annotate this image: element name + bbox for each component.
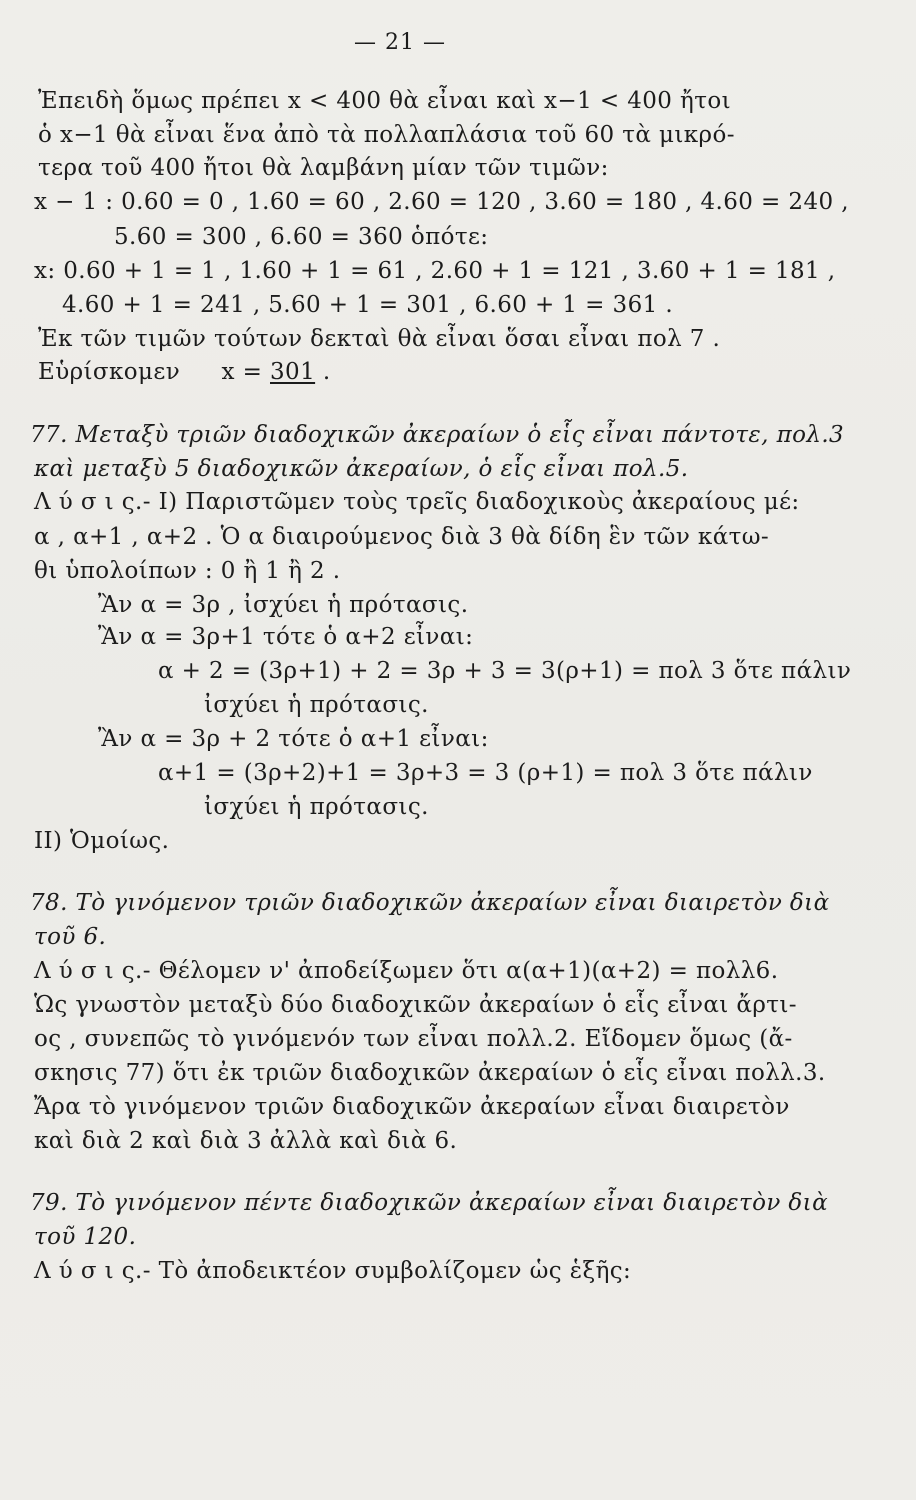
solution-line bbox=[34, 487, 800, 517]
page-number: — 21 — bbox=[354, 30, 446, 55]
equation-line: α+1 = (3ρ+2)+1 = 3ρ+3 = 3 (ρ+1) = πολ 3 ὅτε πάλιν bbox=[158, 760, 813, 786]
problem-78-statement bbox=[30, 888, 830, 918]
solution-text: Θέλομεν ν' ἀποδείξωμεν ὅτι α(α+1)(α+2) = πολλ6. bbox=[158, 958, 779, 984]
text-line: Ὡς γνωστὸν μεταξὺ δύο διαδοχικῶν ἀκεραίων ὁ εἷς εἶναι ἄρτι- bbox=[34, 992, 797, 1018]
result-label: Εὑρίσκομεν bbox=[38, 359, 181, 385]
case-line: Ἂν α = 3ρ , ἰσχύει ἡ πρότασις. bbox=[98, 592, 469, 618]
result-line bbox=[38, 357, 331, 387]
solution-label: Λ ύ σ ι ς.- bbox=[34, 958, 151, 984]
problem-statement-text: τοῦ 6. bbox=[34, 924, 107, 950]
problem-number: 79. bbox=[30, 1190, 68, 1216]
solution-line bbox=[34, 956, 778, 986]
text-line: τερα τοῦ 400 ἤτοι θὰ λαμβάνη μίαν τῶν τιμῶν: bbox=[38, 155, 609, 181]
equation-line: 5.60 = 300 , 6.60 = 360 ὁπότε: bbox=[114, 224, 489, 250]
solution-label: Λ ύ σ ι ς.- bbox=[34, 1258, 151, 1284]
text-line: ὁ x−1 θὰ εἶναι ἕνα ἀπὸ τὰ πολλαπλάσια τοῦ 60 τὰ μικρό- bbox=[38, 122, 735, 148]
solution-text: I) Παριστῶμεν τοὺς τρεῖς διαδοχικοὺς ἀκεραίους μέ: bbox=[158, 489, 800, 515]
result-prefix: x = bbox=[221, 359, 270, 385]
problem-statement-text: τοῦ 120. bbox=[34, 1224, 137, 1250]
case-line: Ἂν α = 3ρ+1 τότε ὁ α+2 εἶναι: bbox=[98, 624, 474, 650]
problem-statement-text: Τὸ γινόμενον πέντε διαδοχικῶν ἀκεραίων εἶναι διαιρετὸν διὰ bbox=[75, 1190, 829, 1216]
text-line: ἰσχύει ἡ πρότασις. bbox=[204, 794, 429, 820]
equation-line: α + 2 = (3ρ+1) + 2 = 3ρ + 3 = 3(ρ+1) = πολ 3 ὅτε πάλιν bbox=[158, 658, 852, 684]
text-line: ἰσχύει ἡ πρότασις. bbox=[204, 692, 429, 718]
case-line: Ἂν α = 3ρ + 2 τότε ὁ α+1 εἶναι: bbox=[98, 726, 489, 752]
problem-77-statement bbox=[30, 420, 844, 450]
problem-number: 77. bbox=[30, 422, 68, 448]
text-line: θι ὑπολοίπων : 0 ἢ 1 ἢ 2 . bbox=[34, 558, 341, 584]
text-line: καὶ διὰ 2 καὶ διὰ 3 ἀλλὰ καὶ διὰ 6. bbox=[34, 1128, 458, 1154]
text-line: α , α+1 , α+2 . Ὁ α διαιρούμενος διὰ 3 θὰ δίδη ἓν τῶν κάτω- bbox=[34, 524, 770, 550]
solution-text: Τὸ ἀποδεικτέον συμβολίζομεν ὡς ἑξῆς: bbox=[158, 1258, 632, 1284]
result-suffix: . bbox=[315, 359, 331, 385]
text-line: Ἄρα τὸ γινόμενον τριῶν διαδοχικῶν ἀκεραίων εἶναι διαιρετὸν bbox=[34, 1094, 790, 1120]
problem-79-statement bbox=[30, 1188, 828, 1218]
solution-line bbox=[34, 1256, 631, 1286]
result-value: 301 bbox=[270, 359, 316, 385]
equation-line: x: 0.60 + 1 = 1 , 1.60 + 1 = 61 , 2.60 + 1 = 121 , 3.60 + 1 = 181 , bbox=[34, 258, 836, 284]
equation-line: x − 1 : 0.60 = 0 , 1.60 = 60 , 2.60 = 120 , 3.60 = 180 , 4.60 = 240 , bbox=[34, 189, 849, 215]
problem-statement-text: καὶ μεταξὺ 5 διαδοχικῶν ἀκεραίων, ὁ εἷς εἶναι πολ.5. bbox=[34, 456, 689, 482]
text-line: σκησις 77) ὅτι ἐκ τριῶν διαδοχικῶν ἀκεραίων ὁ εἷς εἶναι πολλ.3. bbox=[34, 1060, 826, 1086]
problem-number: 78. bbox=[30, 890, 68, 916]
problem-statement-text: Μεταξὺ τριῶν διαδοχικῶν ἀκεραίων ὁ εἷς εἶναι πάντοτε, πολ.3 bbox=[75, 422, 845, 448]
text-line: Ἐπειδὴ ὅμως πρέπει x < 400 θὰ εἶναι καὶ x−1 < 400 ἤτοι bbox=[38, 88, 731, 114]
text-line: ος , συνεπῶς τὸ γινόμενόν των εἶναι πολλ.2. Εἴδομεν ὅμως (ἄ- bbox=[34, 1026, 793, 1052]
text-line: II) Ὁμοίως. bbox=[34, 828, 170, 854]
equation-line: 4.60 + 1 = 241 , 5.60 + 1 = 301 , 6.60 + 1 = 361 . bbox=[62, 292, 674, 318]
problem-statement-text: Τὸ γινόμενον τριῶν διαδοχικῶν ἀκεραίων εἶναι διαιρετὸν διὰ bbox=[75, 890, 830, 916]
text-line: Ἐκ τῶν τιμῶν τούτων δεκταὶ θὰ εἶναι ὅσαι εἶναι πολ 7 . bbox=[38, 326, 721, 352]
solution-label: Λ ύ σ ι ς.- bbox=[34, 489, 151, 515]
